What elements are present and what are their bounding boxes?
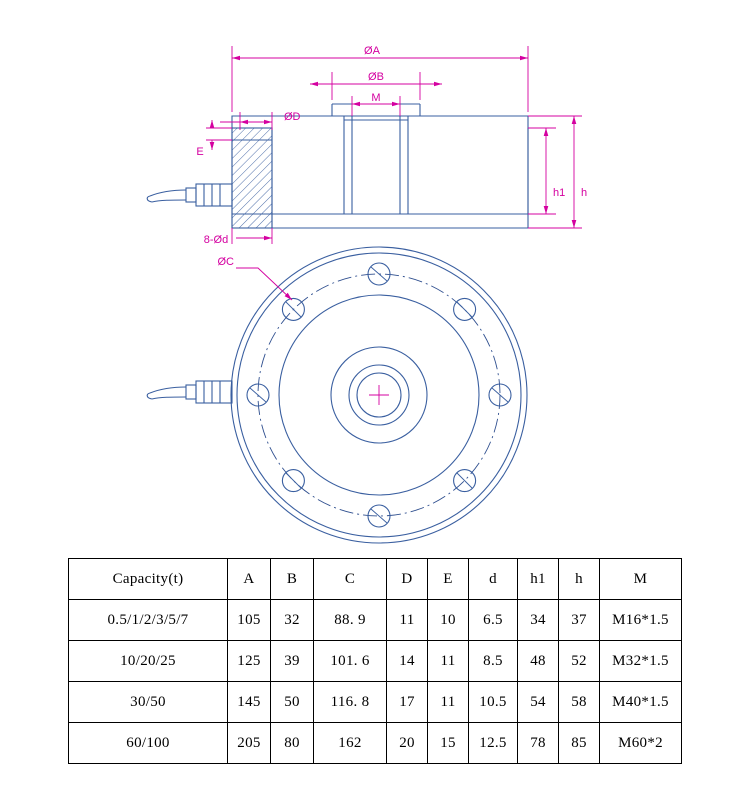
cell-h1: 34	[518, 600, 559, 641]
cell-h1: 78	[518, 723, 559, 764]
header-capacity: Capacity(t)	[69, 559, 228, 600]
header-e: E	[428, 559, 469, 600]
header-h1: h1	[518, 559, 559, 600]
cell-m: M32*1.5	[600, 641, 682, 682]
label-h: h	[581, 187, 588, 199]
side-section-view	[147, 104, 528, 228]
cell-a: 145	[228, 682, 271, 723]
cell-a: 105	[228, 600, 271, 641]
cell-d: 20	[387, 723, 428, 764]
table-row	[69, 600, 682, 641]
cell-d: 11	[387, 600, 428, 641]
cell-capacity: 30/50	[69, 682, 228, 723]
cell-h: 37	[559, 600, 600, 641]
cell-h1: 54	[518, 682, 559, 723]
header-h: h	[559, 559, 600, 600]
cell-b: 50	[271, 682, 314, 723]
dia-c-leader	[236, 268, 292, 300]
cell-h1: 48	[518, 641, 559, 682]
cell-d: 17	[387, 682, 428, 723]
label-e: E	[196, 146, 204, 158]
label-dia-c: ØC	[217, 256, 234, 268]
cell-b: 39	[271, 641, 314, 682]
spec-table-container	[68, 558, 671, 764]
label-dia-b: ØB	[368, 71, 384, 83]
header-m: M	[600, 559, 682, 600]
cell-h: 52	[559, 641, 600, 682]
cell-e: 11	[428, 641, 469, 682]
cell-e: 10	[428, 600, 469, 641]
header-c: C	[314, 559, 387, 600]
cell-m: M16*1.5	[600, 600, 682, 641]
label-m: M	[371, 92, 381, 104]
cell-m: M60*2	[600, 723, 682, 764]
cell-capacity: 10/20/25	[69, 641, 228, 682]
cell-d: 14	[387, 641, 428, 682]
cell-d-small: 6.5	[469, 600, 518, 641]
table-header-row	[69, 559, 682, 600]
label-h1: h1	[553, 187, 566, 199]
spec-table	[68, 558, 682, 764]
header-d: D	[387, 559, 428, 600]
cell-a: 125	[228, 641, 271, 682]
cell-a: 205	[228, 723, 271, 764]
cell-capacity: 0.5/1/2/3/5/7	[69, 600, 228, 641]
table-row	[69, 641, 682, 682]
cell-e: 15	[428, 723, 469, 764]
label-dia-d: ØD	[284, 111, 301, 123]
cell-d-small: 10.5	[469, 682, 518, 723]
label-dia-a: ØA	[364, 45, 380, 57]
top-plan-view	[147, 247, 527, 543]
cell-h: 58	[559, 682, 600, 723]
cell-c: 88. 9	[314, 600, 387, 641]
cell-m: M40*1.5	[600, 682, 682, 723]
table-row	[69, 682, 682, 723]
cell-c: 116. 8	[314, 682, 387, 723]
cell-d-small: 8.5	[469, 641, 518, 682]
cell-b: 80	[271, 723, 314, 764]
cell-e: 11	[428, 682, 469, 723]
header-d-small: d	[469, 559, 518, 600]
cell-c: 101. 6	[314, 641, 387, 682]
label-8-od: 8-Ød	[203, 234, 229, 246]
header-b: B	[271, 559, 314, 600]
cell-d-small: 12.5	[469, 723, 518, 764]
header-a: A	[228, 559, 271, 600]
cell-c: 162	[314, 723, 387, 764]
cell-b: 32	[271, 600, 314, 641]
table-row	[69, 723, 682, 764]
cell-h: 85	[559, 723, 600, 764]
cell-capacity: 60/100	[69, 723, 228, 764]
